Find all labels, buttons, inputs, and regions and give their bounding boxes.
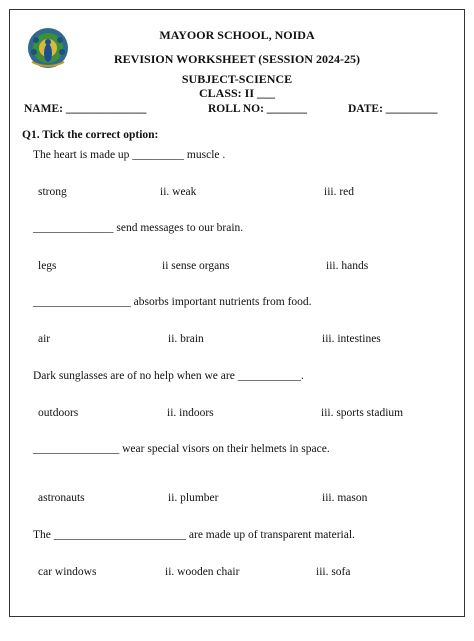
option-3: iii. mason: [322, 492, 368, 504]
question-stem: _________________ absorbs important nutrients from food.: [33, 296, 312, 308]
option-2: ii. brain: [168, 333, 204, 345]
option-1: legs: [38, 260, 57, 272]
subject-label: SUBJECT-SCIENCE: [181, 72, 293, 86]
question-stem: _______________ wear special visors on their helmets in space.: [33, 443, 330, 455]
option-2: ii. weak: [160, 186, 197, 198]
option-2: ii. wooden chair: [165, 566, 240, 578]
option-1: air: [38, 333, 51, 345]
question-stem: The heart is made up _________ muscle .: [33, 149, 226, 161]
option-1: car windows: [38, 566, 97, 578]
worksheet-page: [9, 9, 465, 617]
question-title: Q1. Tick the correct option:: [22, 129, 159, 141]
date-field: DATE: _________: [348, 103, 438, 115]
roll-no-field: ROLL NO: _______: [208, 103, 308, 115]
option-3: iii. sofa: [316, 566, 351, 578]
question-stem: Dark sunglasses are of no help when we are ___________.: [33, 370, 304, 382]
option-1: outdoors: [38, 407, 79, 419]
option-3: iii. hands: [326, 260, 369, 272]
question-stem: ______________ send messages to our brain.: [33, 222, 244, 234]
name-field: NAME: ______________: [24, 103, 147, 115]
option-2: ii sense organs: [162, 260, 230, 272]
option-1: strong: [38, 186, 67, 198]
option-1: astronauts: [38, 492, 85, 504]
option-3: iii. sports stadium: [321, 407, 404, 419]
question-stem: The _______________________ are made up of transparent material.: [33, 529, 355, 541]
option-2: ii. plumber: [168, 492, 219, 504]
option-3: iii. intestines: [322, 333, 381, 345]
class-label: CLASS: II ___: [198, 86, 276, 100]
option-3: iii. red: [324, 186, 355, 198]
option-2: ii. indoors: [167, 407, 214, 419]
school-name: MAYOOR SCHOOL, NOIDA: [159, 28, 315, 42]
worksheet-title: REVISION WORKSHEET (SESSION 2024-25): [114, 52, 360, 66]
